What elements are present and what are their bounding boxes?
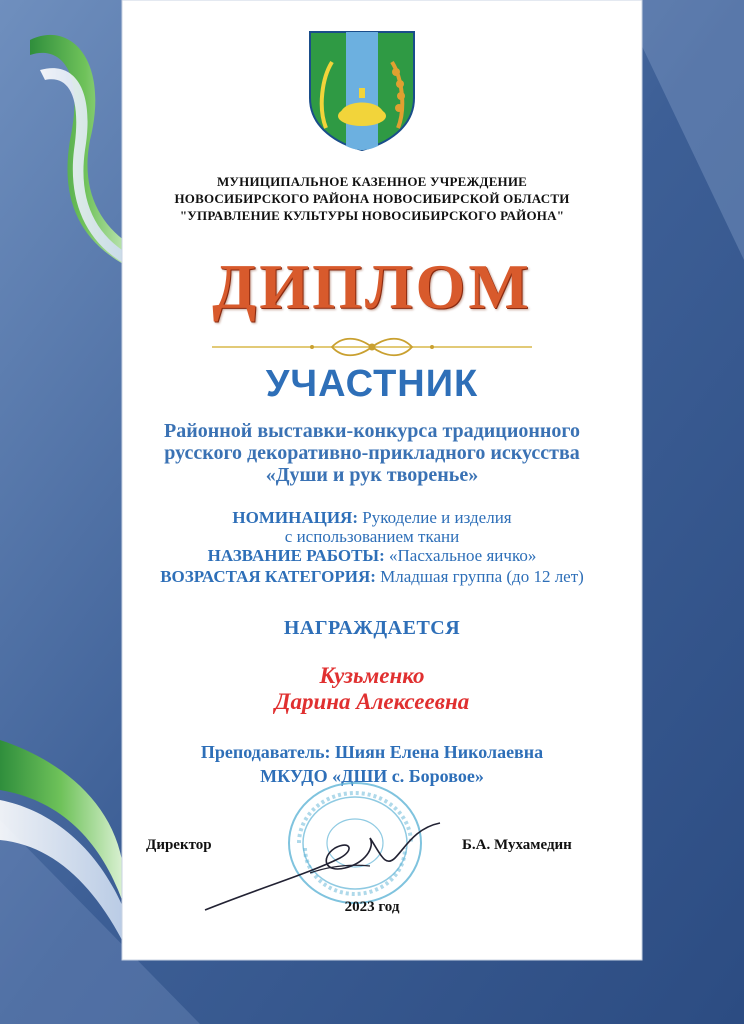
age-value: Младшая группа (до 12 лет)	[380, 567, 584, 586]
participant-status: УЧАСТНИК	[265, 363, 479, 405]
recipient-given-names: Дарина Алексеевна	[274, 689, 470, 714]
work-label: НАЗВАНИЕ РАБОТЫ:	[207, 546, 385, 565]
event-line-2: русского декоративно-прикладного искусства	[164, 442, 580, 464]
organization-line-3: "УПРАВЛЕНИЕ КУЛЬТУРЫ НОВОСИБИРСКОГО РАЙОНА"	[179, 208, 565, 223]
coat-of-arms-icon	[306, 28, 418, 152]
event-line-1: Районной выставки-конкурса традиционного	[164, 420, 580, 442]
nomination-value-2: с использованием ткани	[284, 527, 460, 546]
school-line: МКУДО «ДШИ с. Боровое»	[260, 766, 484, 786]
nomination-label: НОМИНАЦИЯ:	[232, 508, 358, 527]
director-name: Б.А. Мухамедин	[462, 837, 572, 853]
organization-line-2: НОВОСИБИРСКОГО РАЙОНА НОВОСИБИРСКОЙ ОБЛАСТИ	[174, 191, 570, 206]
work-value: «Пасхальное яичко»	[389, 546, 537, 565]
organization-line-1: МУНИЦИПАЛЬНОЕ КАЗЕННОЕ УЧРЕЖДЕНИЕ	[216, 174, 528, 189]
event-line-3: «Души и рук творенье»	[265, 464, 479, 486]
age-label: ВОЗРАСТАЯ КАТЕГОРИЯ:	[160, 567, 376, 586]
awarded-heading: НАГРАЖДАЕТСЯ	[283, 617, 461, 639]
nomination-value-line-2	[0, 527, 744, 547]
teacher-line: Преподаватель: Шиян Елена Николаевна	[200, 742, 544, 762]
recipient-surname: Кузьменко	[319, 663, 425, 688]
year: 2023 год	[344, 899, 400, 915]
director-role: Директор	[146, 837, 212, 853]
nomination-row	[0, 508, 744, 528]
diploma-title: ДИПЛОМ	[212, 251, 532, 322]
work-title-row	[0, 546, 744, 566]
gold-ornament-divider	[212, 334, 532, 360]
age-category-row	[0, 567, 744, 587]
nomination-value: Рукоделие и изделия	[362, 508, 512, 527]
